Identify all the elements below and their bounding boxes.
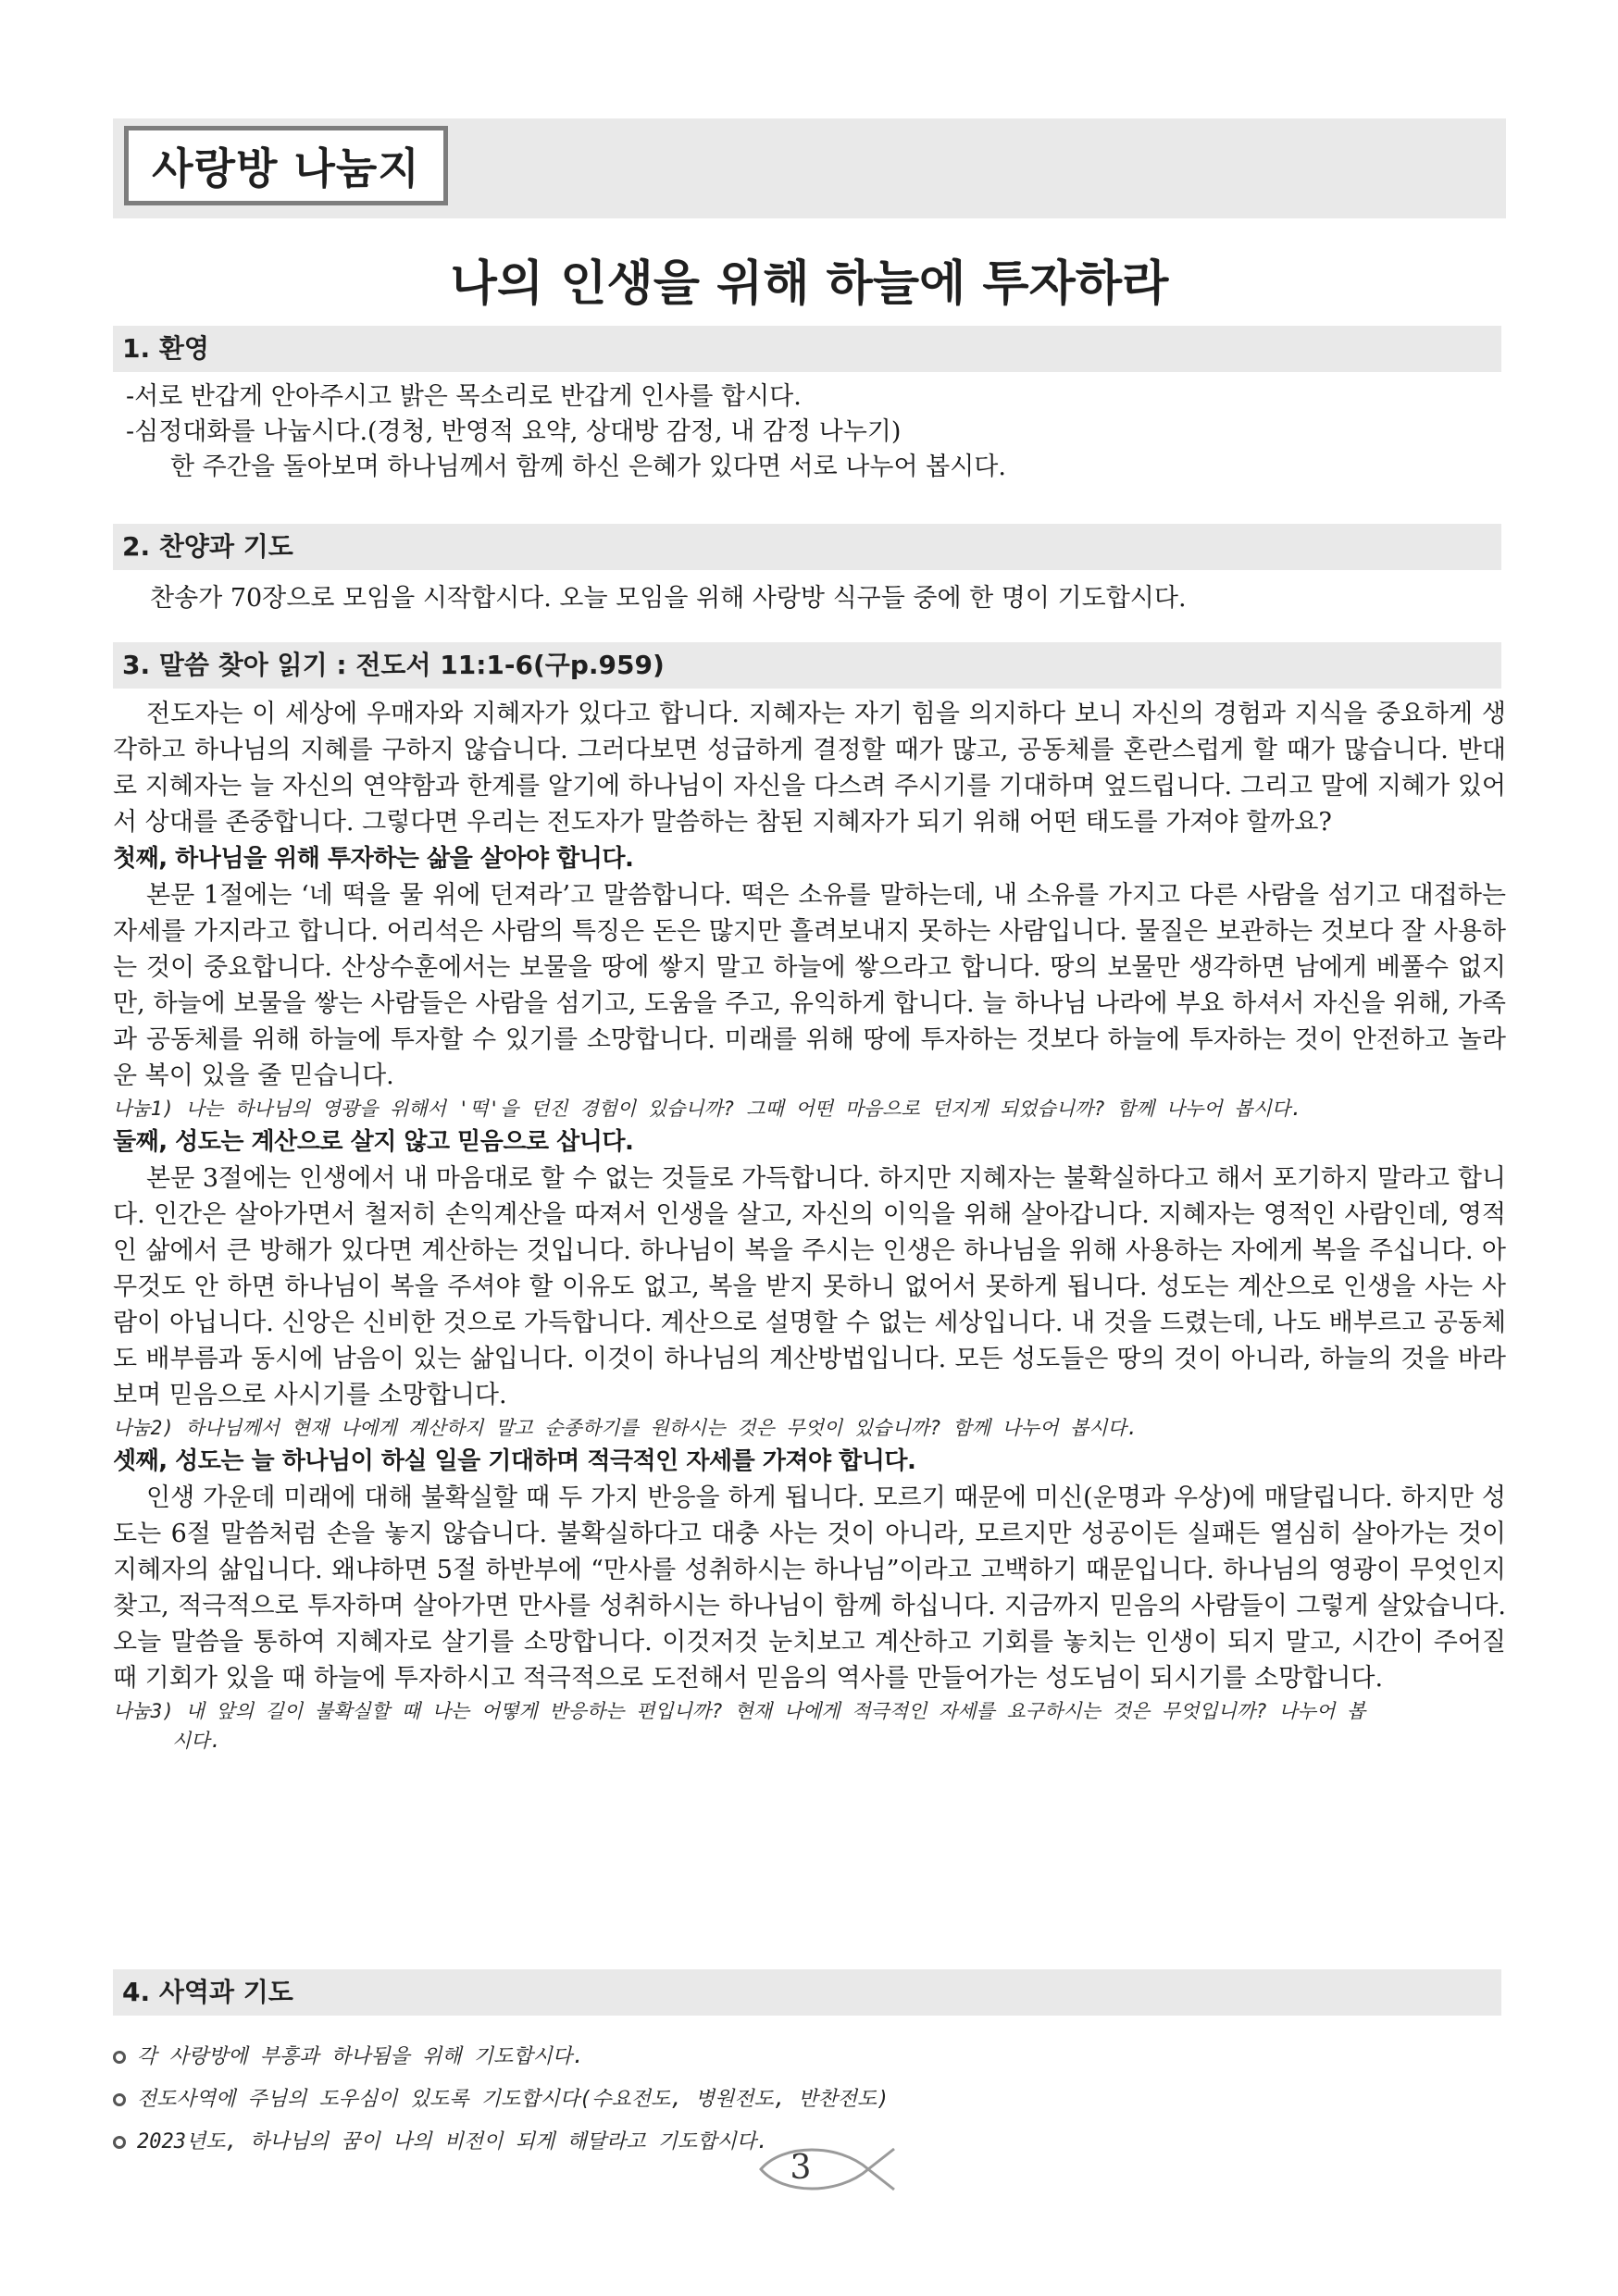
share3-question-cont: 시다. — [172, 1730, 222, 1752]
point2-body: 본문 3절에는 인생에서 내 마음대로 할 수 없는 것들로 가득합니다. 하지만 지혜자는 불확실하다고 해서 포기하지 말라고 합니다. 인간은 살아가면서 철저히 손익계산을 따져서 인생을 살고, 자신의 이익을 위해 살아갑니다. 지혜자는 영적인 사람인데, 영적인 삶에서 큰 방해가 있다면 계산하는 것입니다. 하나님이 복을 주시는 인생은 하나님을 위해 사용하는 자에게 복을 주십니다. 아무것도 안 하면 하나님이 복을 주셔야 할 이유도 없고, 복을 받지 못하니 없어서 못하게 됩니다. 성도는 계산으로 인생을 사는 사람이 아닙니다. 신앙은 신비한 것으로 가득합니다. 계산으로 설명할 수 없는 세상입니다. 내 것을 드렸는데, 나도 배부르고 공동체도 배부름과 동시에 남음이 있는 삶입니다. 이것이 하나님의 계산방법입니다. 모든 성도들은 땅의 것이 아니라, 하늘의 것을 바라보며 믿음으로 사시기를 소망합니다. — [113, 1164, 1506, 1409]
page-number — [755, 2140, 903, 2199]
point3-title: 셋째, 성도는 늘 하나님이 하실 일을 기대하며 적극적인 자세를 가져야 합니다. — [113, 1447, 916, 1475]
header-bar — [113, 118, 1506, 218]
circle-bullet-icon — [113, 2051, 126, 2064]
circle-bullet-icon — [113, 2093, 126, 2106]
share2-question: 나눔2) 하나님께서 현재 나에게 계산하지 말고 순종하기를 원하시는 것은 무엇이 있습니까? 함께 나누어 봅시다. — [113, 1417, 1139, 1439]
point1-body: 본문 1절에는 ‘네 떡을 물 위에 던져라’고 말씀합니다. 떡은 소유를 말하는데, 내 소유를 가지고 다른 사람을 섬기고 대접하는 자세를 가지라고 합니다. 어리석은 사람의 특징은 돈은 많지만 흘려보내지 못하는 사람입니다. 물질은 보관하는 것보다 잘 사용하는 것이 중요합니다. 산상수훈에서는 보물을 땅에 쌓지 말고 하늘에 쌓으라고 합니다. 땅의 보물만 생각하면 남에게 베풀수 없지만, 하늘에 보물을 쌓는 사람들은 사람을 섬기고, 도움을 주고, 유익하게 합니다. 늘 하나님 나라에 부요 하셔서 자신을 위해, 가족과 공동체를 위해 하늘에 투자할 수 있기를 소망합니다. 미래를 위해 땅에 투자하는 것보다 하늘에 투자하는 것이 안전하고 놀라운 복이 있을 줄 믿습니다. — [113, 881, 1506, 1090]
praise-block — [113, 581, 1506, 616]
header-badge-label: 사랑방 나눔지 — [152, 143, 420, 193]
section-heading-prayer: 4. 사역과 기도 — [113, 1969, 1501, 2016]
page-title: 나의 인생을 위해 하늘에 투자하라 — [450, 256, 1169, 312]
share3-question: 나눔3) 내 앞의 길이 불확실할 때 나는 어떻게 반응하는 편입니까? 현재 나에게 적극적인 자세를 요구하시는 것은 무엇입니까? 나누어 봅 — [113, 1700, 1366, 1722]
page-number-text: 3 — [790, 2149, 812, 2187]
section-heading-praise: 2. 찬양과 기도 — [113, 524, 1501, 570]
prayer-item: 전도사역에 주님의 도우심이 있도록 기도합시다(수요전도, 병원전도, 반찬전도) — [113, 2079, 1506, 2121]
header-badge — [124, 126, 448, 205]
praise-text: 찬송가 70장으로 모임을 시작합시다. 오늘 모임을 위해 사랑방 식구들 중에 한 명이 기도합시다. — [150, 584, 1187, 613]
section-heading-reading: 3. 말씀 찾아 읽기 : 전도서 11:1-6(구p.959) — [113, 642, 1501, 689]
welcome-line: -서로 반갑게 안아주시고 밝은 목소리로 반갑게 인사를 합시다. — [126, 382, 802, 411]
welcome-block — [113, 379, 1506, 485]
share1-question: 나눔1) 나는 하나님의 영광을 위해서 '떡'을 던진 경험이 있습니까? 그때 어떤 마음으로 던지게 되었습니까? 함께 나누어 봅시다. — [113, 1098, 1302, 1120]
prayer-item: 각 사랑방에 부흥과 하나됨을 위해 기도합시다. — [113, 2036, 1506, 2079]
reading-intro: 전도자는 이 세상에 우매자와 지혜자가 있다고 합니다. 지혜자는 자기 힘을 의지하다 보니 자신의 경험과 지식을 중요하게 생각하고 하나님의 지혜를 구하지 않습니다. 그러다보면 성급하게 결정할 때가 많고, 공동체를 혼란스럽게 할 때가 많습니다. 반대로 지혜자는 늘 자신의 연약함과 한계를 알기에 하나님이 자신을 다스려 주시기를 기대하며 엎드립니다. 그리고 말에 지혜가 있어서 상대를 존중합니다. 그렇다면 우리는 전도자가 말씀하는 참된 지혜자가 되기 위해 어떤 태도를 가져야 할까요? — [113, 700, 1506, 837]
circle-bullet-icon — [113, 2136, 126, 2149]
point1-title: 첫째, 하나님을 위해 투자하는 삶을 살아야 합니다. — [113, 845, 634, 873]
point3-body: 인생 가운데 미래에 대해 불확실할 때 두 가지 반응을 하게 됩니다. 모르기 때문에 미신(운명과 우상)에 매달립니다. 하지만 성도는 6절 말씀처럼 손을 놓지 않습니다. 불확실하다고 대충 사는 것이 아니라, 모르지만 성공이든 실패든 열심히 살아가는 것이 지혜자의 삶입니다. 왜냐하면 5절 하반부에 “만사를 성취하시는 하나님”이라고 고백하기 때문입니다. 하나님의 영광이 무엇인지 찾고, 적극적으로 투자하며 살아가면 만사를 성취하시는 하나님이 함께 하십니다. 지금까지 믿음의 사람들이 그렇게 살았습니다. 오늘 말씀을 통하여 지혜자로 살기를 소망합니다. 이것저것 눈치보고 계산하고 기회를 놓치는 인생이 되지 말고, 시간이 주어질 때 기회가 있을 때 하늘에 투자하시고 적극적으로 도전해서 믿음의 역사를 만들어가는 성도님이 되시기를 소망합니다. — [113, 1483, 1506, 1693]
section-heading-welcome: 1. 환영 — [113, 326, 1501, 372]
point2-title: 둘째, 성도는 계산으로 살지 않고 믿음으로 삽니다. — [113, 1128, 634, 1156]
reading-block — [113, 696, 1506, 1756]
welcome-line: 한 주간을 돌아보며 하나님께서 함께 하신 은혜가 있다면 서로 나누어 봅시다. — [170, 453, 1006, 481]
welcome-line: -심정대화를 나눕시다.(경청, 반영적 요약, 상대방 감정, 내 감정 나누기) — [126, 417, 902, 446]
prayer-item: 2023년도, 하나님의 꿈이 나의 비전이 되게 해달라고 기도합시다. — [113, 2121, 1506, 2164]
